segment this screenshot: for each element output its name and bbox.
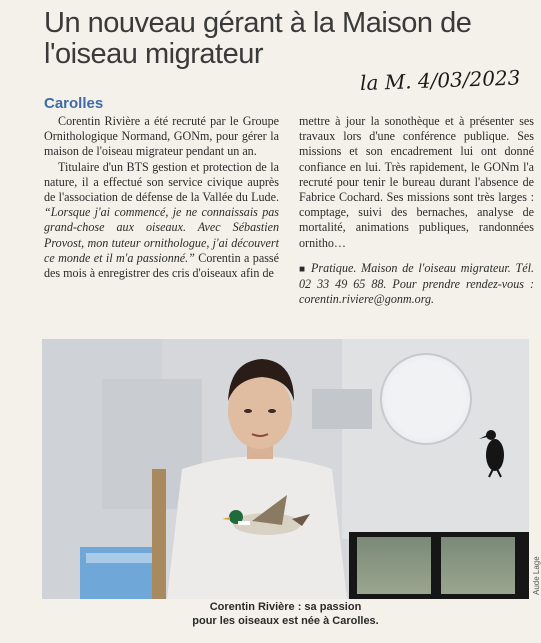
paragraph-background-tail: Corentin a passé des mois à enregistrer des cris d'oiseaux afin de: [44, 250, 279, 281]
article-dateline: Carolles: [44, 95, 104, 112]
photo-frame-left: [357, 537, 431, 594]
photo-credit: Aude Lage: [532, 556, 541, 595]
square-bullet-icon: ■: [299, 263, 312, 275]
bird-photo-frames: [349, 532, 529, 599]
caption-line-2: pour les oiseaux est née à Carolles.: [192, 615, 379, 627]
article-headline: Un nouveau gérant à la Maison de l'oiseau migrateur: [44, 7, 472, 70]
paragraph-background: [44, 160, 279, 282]
photo-caption: [42, 600, 529, 628]
paragraph-background-lead: Titulaire d'un BTS gestion et protection de la nature, il a effectué son service civique auprès de l'association de défense de la Vallée du Lude.: [44, 159, 279, 205]
paragraph-missions: mettre à jour la sonothèque et à présenter ses travaux lors d'une conférence publique. Ses missions et son encadrement lui ont donné confiance en lui. Très rapidement, le GONm l'a recruté pour tenir le bureau durant l'absence de Fabrice Cochard. Ses missions sont très larges : comptage, suivi des bernaches, analyse de mortalité, animations publiques, randonnées ornitho…: [299, 114, 534, 250]
paragraph-intro: Corentin Rivière a été recruté par le Groupe Ornithologique Normand, GONm, pour gérer la maison de l'oiseau migrateur pendant un an.: [44, 114, 279, 159]
handwritten-date-note: la M. 4/03/2023: [359, 65, 521, 96]
article-column-2: [299, 114, 534, 307]
photo-frame-right: [441, 537, 515, 594]
round-window: [380, 353, 472, 445]
practical-info-text: Pratique. Maison de l'oiseau migrateur. Tél. 02 33 49 65 88. Pour prendre rendez-vous : corentin.riviere@gonm.org.: [299, 260, 535, 307]
practical-info: [299, 261, 534, 308]
caption-line-1: Corentin Rivière : sa passion: [209, 601, 362, 613]
article-photo: [42, 339, 529, 599]
interview-quote: “Lorsque j'ai commencé, je ne connaissais pas grand-chose aux oiseaux. Avec Sébastien Provost, mon tuteur ornithologue, j'ai découvert ce monde et il m'a passionné.”: [44, 205, 279, 265]
article-column-1: [44, 114, 279, 281]
